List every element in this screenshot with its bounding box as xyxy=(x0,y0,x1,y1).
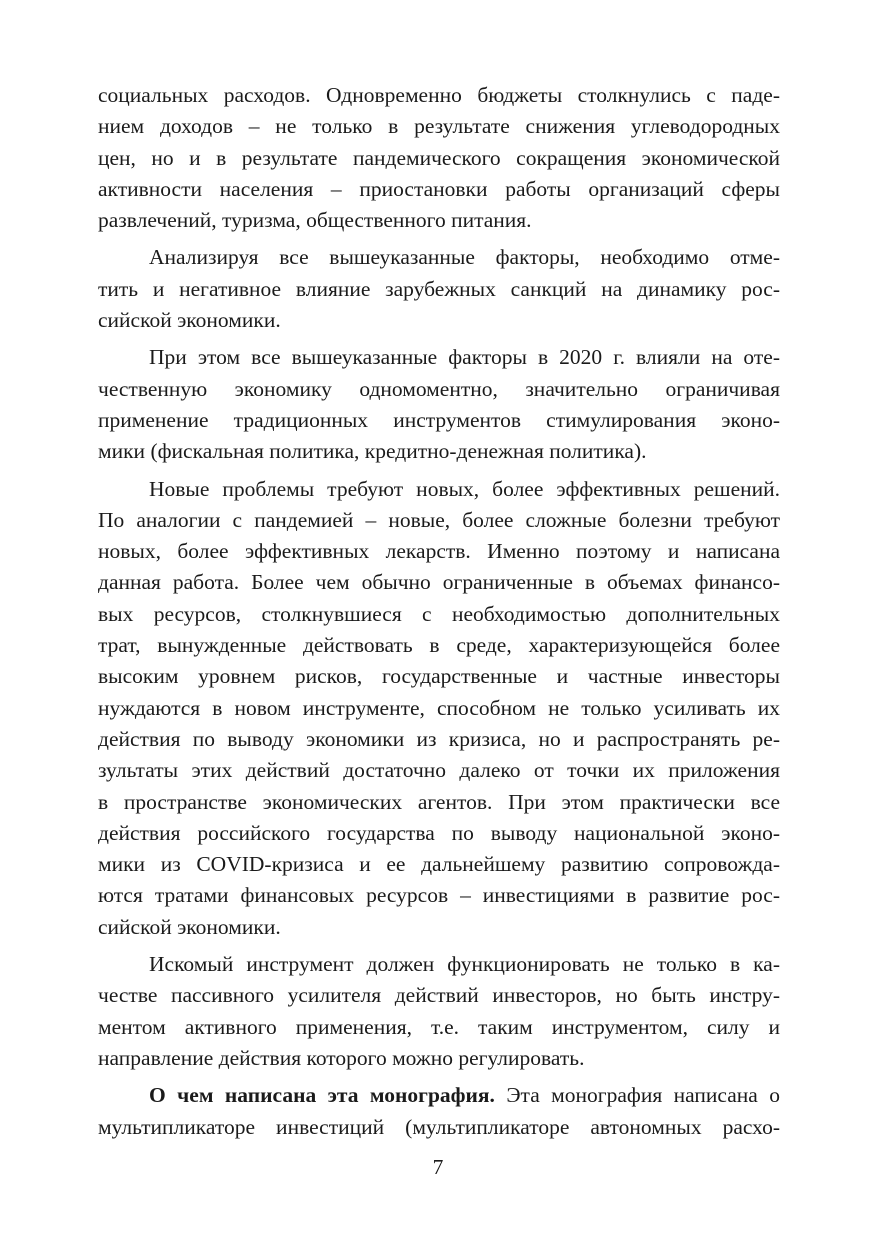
text-line: нуждаются в новом инструменте, способном не только усиливать их xyxy=(98,695,780,720)
paragraph-4 xyxy=(98,474,780,943)
text-line: действия российского государства по выводу национальной эконо- xyxy=(98,820,780,845)
text-line: сийской экономики. xyxy=(98,308,281,333)
text-line: нием доходов – не только в результате снижения углеводородных xyxy=(98,114,780,139)
paragraph-3 xyxy=(98,342,780,467)
text-line: тить и негативное влияние зарубежных санкций на динамику рос- xyxy=(98,276,780,301)
text-line xyxy=(98,1080,780,1111)
text-line: действия по выводу экономики из кризиса, но и распространять ре- xyxy=(98,726,780,751)
text-line: Новые проблемы требуют новых, более эффективных решений. xyxy=(149,476,780,501)
text-line: По аналогии с пандемией – новые, более сложные болезни требуют xyxy=(98,507,780,532)
text-line: сийской экономики. xyxy=(98,914,281,939)
bold-lead-in: О чем написана эта монография. xyxy=(149,1083,495,1108)
text-line: высоким уровнем рисков, государственные и частные инвесторы xyxy=(98,664,780,689)
page-number: 7 xyxy=(432,1155,444,1179)
text-line: ются тратами финансовых ресурсов – инвестициями в развитие рос- xyxy=(98,883,780,908)
text-line: социальных расходов. Одновременно бюджеты столкнулись с паде- xyxy=(98,83,780,107)
text-line: ментом активного применения, т.е. таким инструментом, силу и xyxy=(98,1014,780,1039)
text-line: мультипликаторе инвестиций (мультипликаторе автономных расхо- xyxy=(98,1114,780,1139)
text-line: честве пассивного усилителя действий инвесторов, но быть инстру- xyxy=(98,983,780,1008)
text-line: вых ресурсов, столкнувшиеся с необходимостью дополнительных xyxy=(98,601,780,626)
page-body xyxy=(98,80,780,1143)
text-line: При этом все вышеуказанные факторы в 2020 г. влияли на оте- xyxy=(149,345,780,370)
text-line: Искомый инструмент должен функционировать не только в ка- xyxy=(149,952,780,977)
text-line: направление действия которого можно регулировать. xyxy=(98,1045,585,1070)
text-line: мики (фискальная политика, кредитно-денежная политика). xyxy=(98,439,647,464)
text-line: трат, вынужденные действовать в среде, характеризующейся более xyxy=(98,633,780,658)
text-line: развлечений, туризма, общественного питания. xyxy=(98,208,532,233)
text-line: в пространстве экономических агентов. При этом практически все xyxy=(98,789,780,814)
text-line: зультаты этих действий достаточно далеко от точки их приложения xyxy=(98,758,780,783)
paragraph-5 xyxy=(98,949,780,1074)
paragraph-1 xyxy=(98,80,780,236)
paragraph-6 xyxy=(98,1080,780,1143)
paragraph-2 xyxy=(98,242,780,336)
text-line: активности населения – приостановки работы организаций сферы xyxy=(98,176,780,201)
text-line: мики из COVID-кризиса и ее дальнейшему развитию сопровожда- xyxy=(98,852,780,877)
text-line: применение традиционных инструментов стимулирования эконо- xyxy=(98,407,780,432)
text-fragment: Эта монография написана о xyxy=(494,1083,780,1108)
text-line: Анализируя все вышеуказанные факторы, необходимо отме- xyxy=(149,245,780,270)
text-line: новых, более эффективных лекарств. Именно поэтому и написана xyxy=(98,539,780,564)
text-line: чественную экономику одномоментно, значительно ограничивая xyxy=(98,376,780,401)
text-line: данная работа. Более чем обычно ограниченные в объемах финансо- xyxy=(98,570,780,595)
text-line: цен, но и в результате пандемического сокращения экономической xyxy=(98,145,780,170)
